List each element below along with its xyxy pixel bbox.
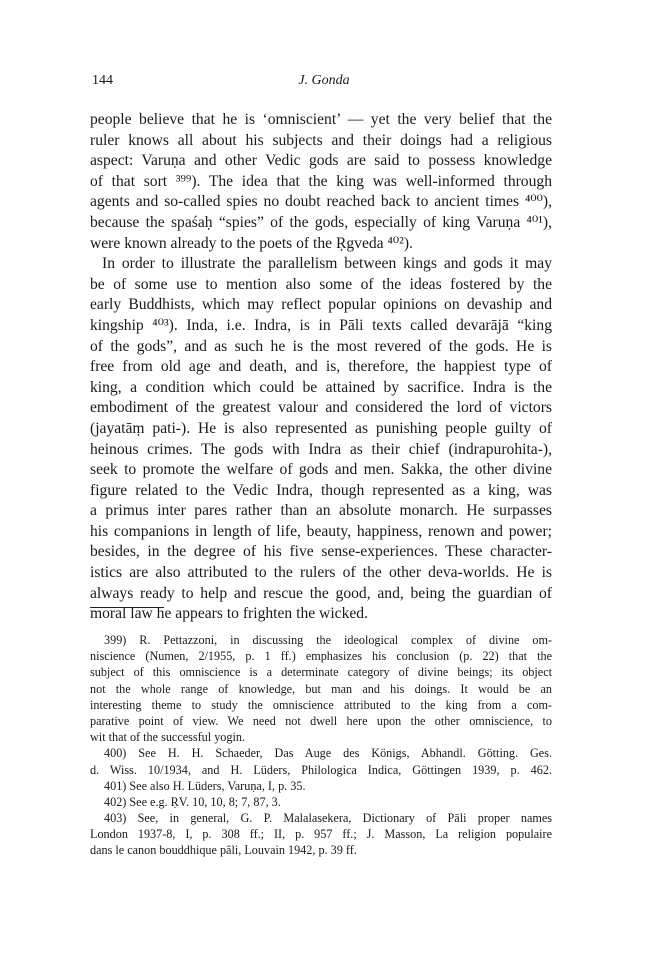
body-line: because the spaśaḥ “spies” of the gods, especially of king Varuṇa ⁴⁰¹), xyxy=(90,213,552,231)
footnote-line: not the whole range of knowledge, but man and his doings. It would be an xyxy=(90,681,552,696)
body-line: of the gods”, and as such he is the most revered of the gods. He is xyxy=(90,337,552,355)
body-line: early Buddhists, which may reflect popular opinions on devaship and xyxy=(90,296,552,314)
body-line: agents and so-called spies no doubt reached back to ancient times ⁴⁰⁰), xyxy=(90,193,552,211)
page-number: 144 xyxy=(92,73,113,88)
body-line: embodiment of the greatest valour and considered the lord of victors xyxy=(90,399,552,417)
footnote-line: 402) See e.g. ṚV. 10, 10, 8; 7, 87, 3. xyxy=(104,794,281,809)
body-line: be of some use to mention also some of the ideas fostered by the xyxy=(90,275,552,293)
body-line: free from old age and death, and is, therefore, the happiest type of xyxy=(90,358,552,376)
footnote-line: dans le canon bouddhique pâli, Louvain 1942, p. 39 ff. xyxy=(90,843,357,858)
body-line: besides, in the degree of his five sense-experiences. These character- xyxy=(90,543,552,561)
footnote-divider xyxy=(90,607,164,608)
body-line: ruler knows all about his subjects and their doings had a religious xyxy=(90,131,552,149)
footnote-line: niscience (Numen, 2/1955, p. 1 ff.) emphasizes his conclusion (p. 22) that the xyxy=(90,649,552,664)
footnote-line: London 1937-8, I, p. 308 ff.; II, p. 957 ff.; J. Masson, La religion populaire xyxy=(90,827,552,842)
body-line: were known already to the poets of the Ṛgveda ⁴⁰²). xyxy=(90,234,413,252)
footnote-line: 399) R. Pettazzoni, in discussing the ideological complex of divine om- xyxy=(104,633,552,647)
footnote-line: wit that of the successful yogin. xyxy=(90,730,246,745)
body-line: of that sort ³⁹⁹). The idea that the king was well-informed through xyxy=(90,172,552,190)
body-line: (jayatāṃ pati-). He is also represented as punishing people guilty of xyxy=(90,419,552,437)
footnote-line: d. Wiss. 10/1934, and H. Lüders, Philologica Indica, Göttingen 1939, p. 462. xyxy=(90,762,552,777)
footnote-line: 400) See H. H. Schaeder, Das Auge des Königs, Abhandl. Götting. Ges. xyxy=(104,746,552,761)
body-text xyxy=(90,110,552,625)
body-line: aspect: Varuṇa and other Vedic gods are said to possess knowledge xyxy=(90,152,552,170)
body-line: people believe that he is ‘omniscient’ — yet the very belief that the xyxy=(90,111,552,128)
body-line: In order to illustrate the parallelism between kings and gods it may xyxy=(102,255,552,273)
body-line: king, a condition which could be attained by sacrifice. Indra is the xyxy=(90,378,552,396)
footnote-line: parative point of view. We need not dwell here upon the other omniscience, to xyxy=(90,713,552,728)
footnote-line: interesting theme to study the omniscience attributed to the king from a com- xyxy=(90,697,552,712)
body-line: kingship ⁴⁰³). Inda, i.e. Indra, is in Pāli texts called devarājā “king xyxy=(90,316,552,334)
body-line: always ready to help and rescue the good, and, being the guardian of xyxy=(90,584,552,602)
body-line: istics are also attributed to the rulers of the other deva-worlds. He is xyxy=(90,564,552,582)
body-line: figure related to the Vedic Indra, though represented as a king, was xyxy=(90,481,552,499)
body-line: his companions in length of life, beauty, happiness, renown and power; xyxy=(90,522,552,540)
body-line: moral law he appears to frighten the wicked. xyxy=(90,605,368,623)
footnotes xyxy=(90,632,552,859)
body-line: a primus inter pares rather than an absolute monarch. He surpasses xyxy=(90,502,552,520)
footnote-line: 403) See, in general, G. P. Malalasekera, Dictionary of Pāli proper names xyxy=(104,811,552,826)
body-line: seek to promote the welfare of gods and men. Sakka, the other divine xyxy=(90,461,552,479)
footnote-line: subject of this omniscience is a determinate category of divine beings; its object xyxy=(90,665,552,680)
running-head: J. Gonda xyxy=(298,73,350,88)
body-line: heinous crimes. The gods with Indra as their chief (indrapurohita-), xyxy=(90,440,552,458)
footnote-line: 401) See also H. Lüders, Varuṇa, I, p. 35. xyxy=(104,778,306,793)
